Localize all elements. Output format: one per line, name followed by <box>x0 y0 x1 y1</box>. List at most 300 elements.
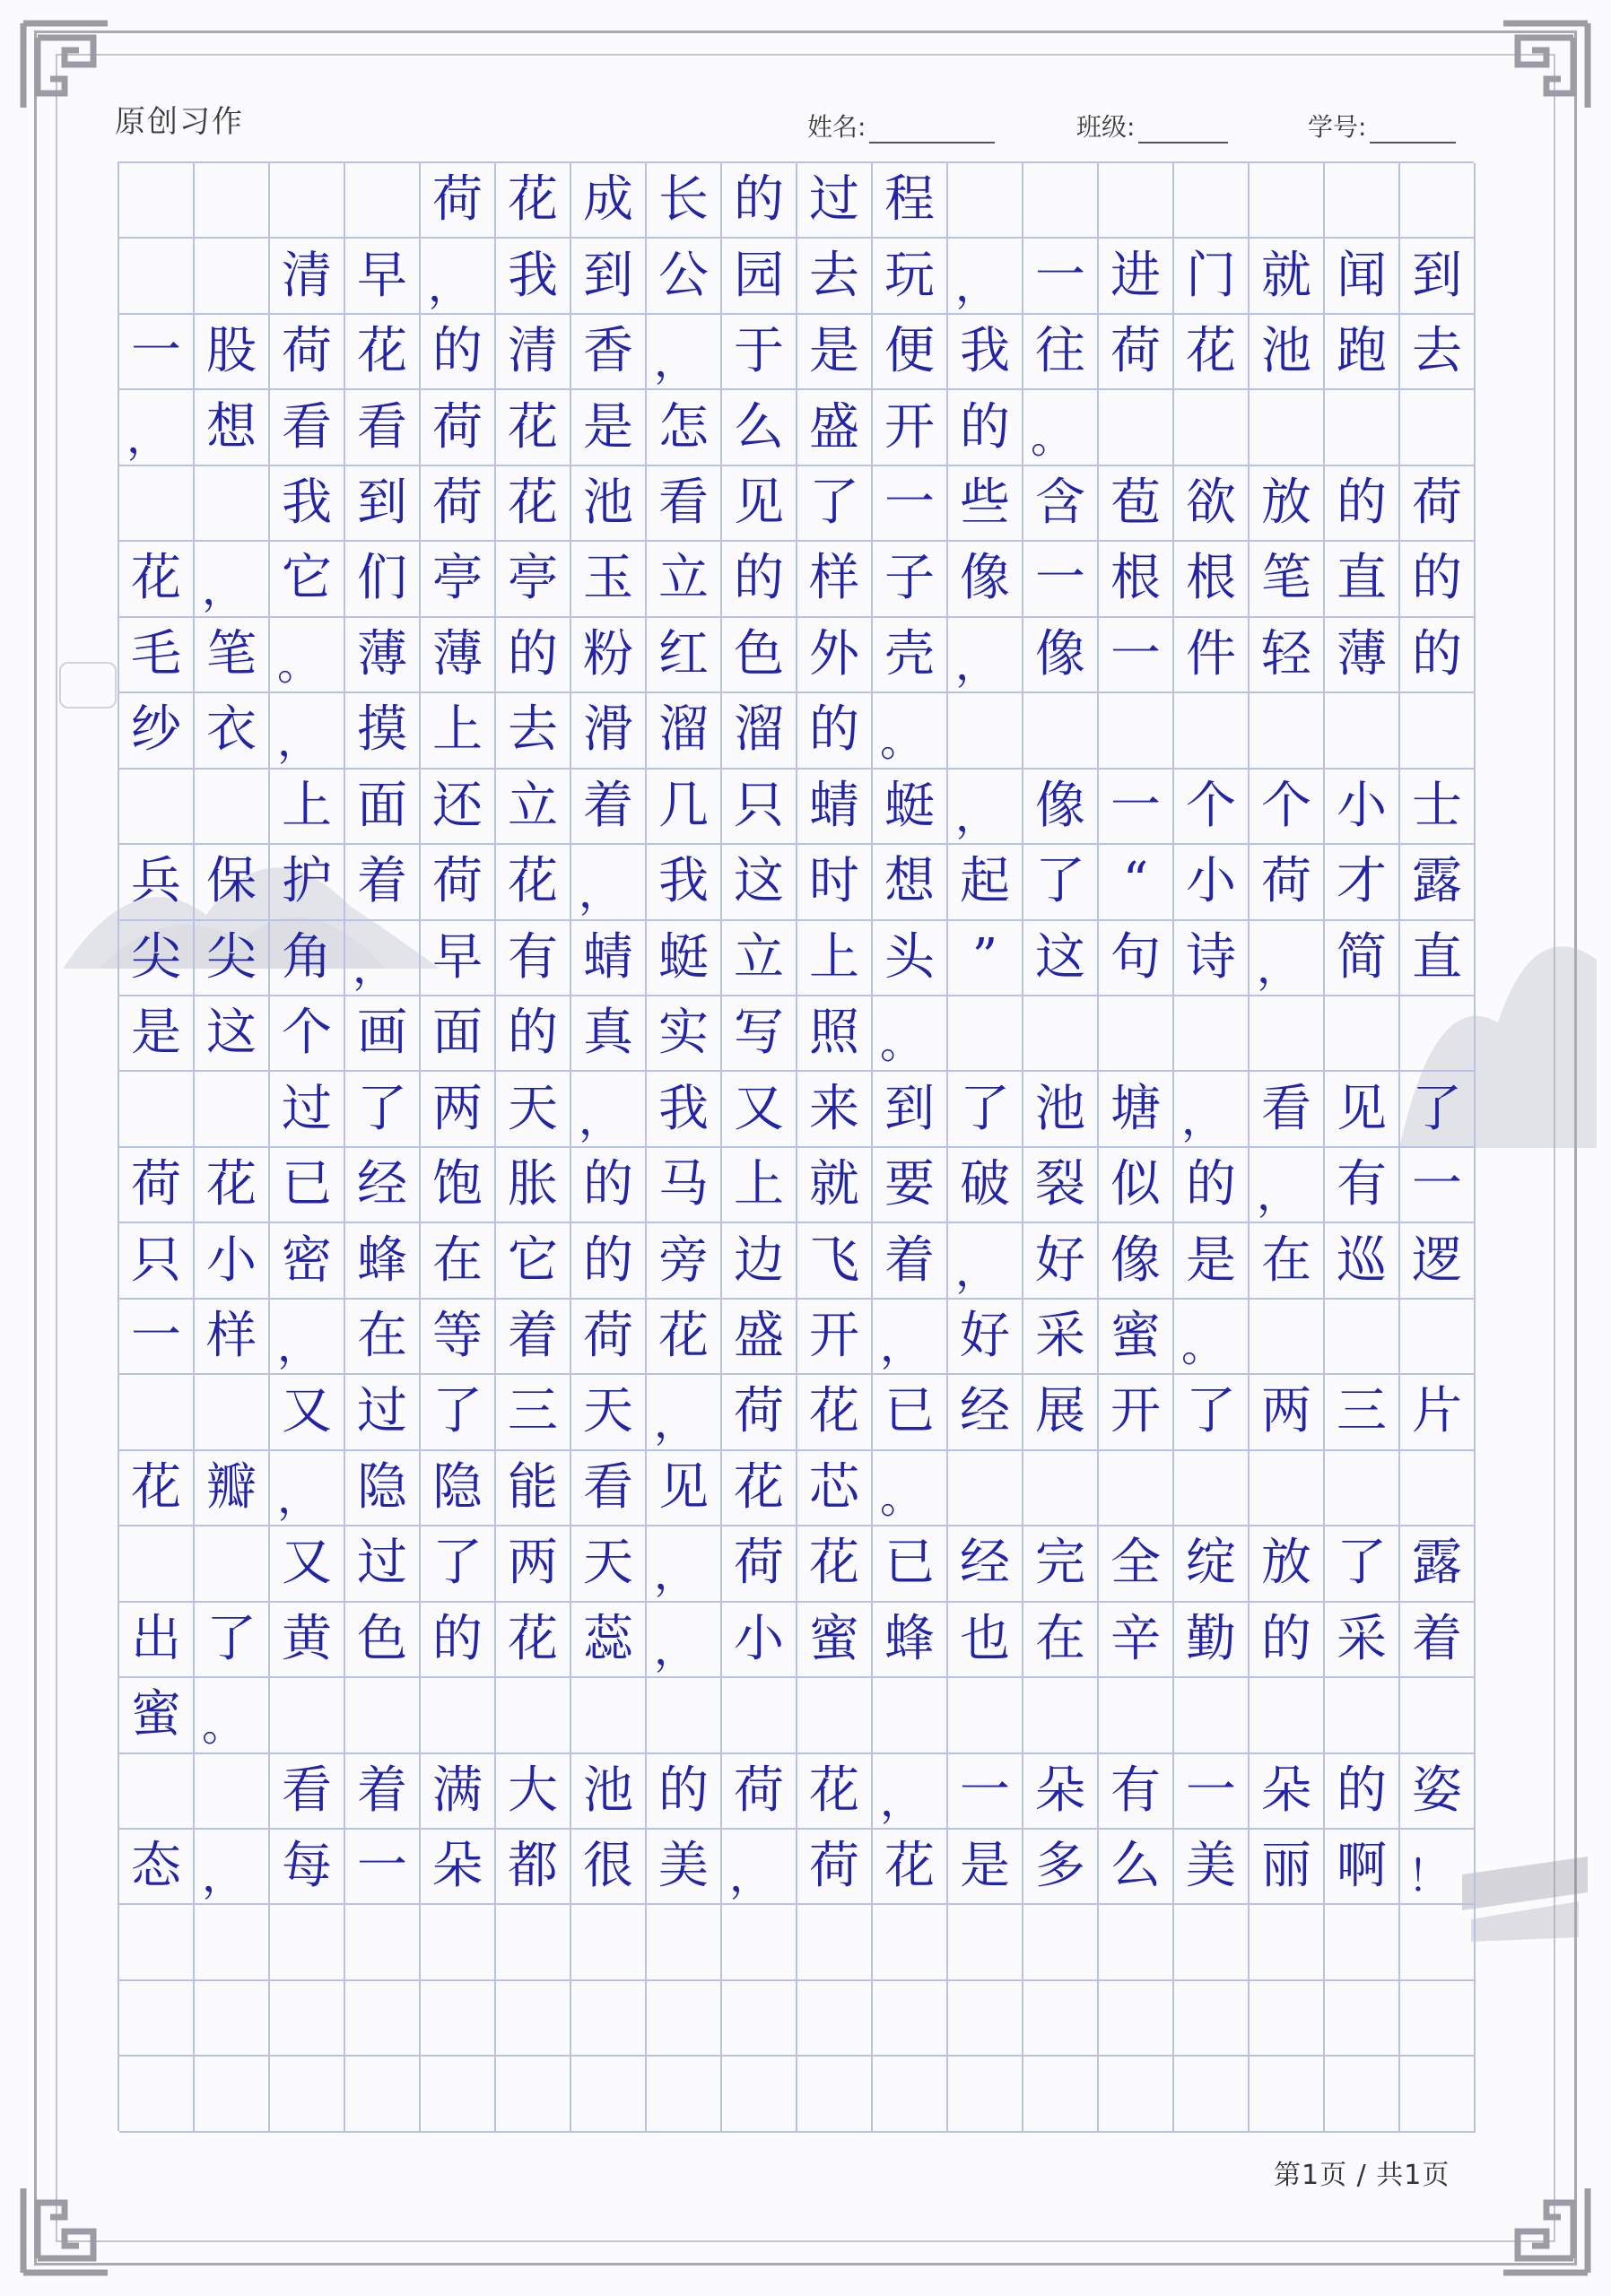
grid-cell: 。 <box>873 1451 948 1526</box>
grid-cell: 是 <box>948 1830 1023 1905</box>
grid-cell: 子 <box>873 542 948 617</box>
grid-cell: 到 <box>345 466 421 542</box>
grid-cell: 都 <box>496 1830 571 1905</box>
grid-cell <box>270 1678 345 1753</box>
grid-cell <box>1250 390 1325 465</box>
grid-cell <box>948 1981 1023 2057</box>
grid-cell: 花 <box>496 466 571 542</box>
grid-cell <box>270 2057 345 2132</box>
grid-cell: 破 <box>948 1148 1023 1223</box>
grid-cell: 立 <box>722 921 797 996</box>
grid-cell: 上 <box>797 921 873 996</box>
grid-cell <box>571 1981 647 2057</box>
grid-cell: 直 <box>1400 921 1476 996</box>
grid-cell: 了 <box>1325 1526 1400 1602</box>
grid-cell: 是 <box>571 390 647 465</box>
grid-cell: 已 <box>873 1526 948 1602</box>
grid-cell <box>873 1678 948 1753</box>
grid-cell: 像 <box>1023 770 1099 845</box>
grid-cell: 些 <box>948 466 1023 542</box>
grid-cell: 着 <box>571 770 647 845</box>
grid-cell <box>571 1678 647 1753</box>
grid-cell: 的 <box>1174 1148 1250 1223</box>
grid-cell: 这 <box>1023 921 1099 996</box>
grid-cell <box>1400 1905 1476 1980</box>
grid-cell <box>195 1981 270 2057</box>
grid-cell <box>195 466 270 542</box>
grid-cell <box>421 1981 496 2057</box>
grid-cell: 荷 <box>722 1375 797 1450</box>
grid-cell: 我 <box>948 315 1023 390</box>
grid-cell <box>1174 996 1250 1072</box>
grid-cell <box>571 2057 647 2132</box>
grid-cell: 开 <box>797 1300 873 1375</box>
grid-cell <box>195 2057 270 2132</box>
grid-cell <box>1174 2057 1250 2132</box>
grid-cell <box>119 770 195 845</box>
grid-cell: 了 <box>948 1072 1023 1147</box>
binding-tab <box>59 662 117 709</box>
grid-cell: 啊 <box>1325 1830 1400 1905</box>
grid-cell: 露 <box>1400 1526 1476 1602</box>
grid-cell: 看 <box>571 1451 647 1526</box>
grid-cell: 经 <box>345 1148 421 1223</box>
grid-cell: 花 <box>496 845 571 920</box>
grid-cell: 门 <box>1174 239 1250 314</box>
grid-cell: 照 <box>797 996 873 1072</box>
grid-cell <box>345 1981 421 2057</box>
grid-cell <box>1174 1678 1250 1753</box>
grid-cell <box>1099 996 1174 1072</box>
grid-cell: 等 <box>421 1300 496 1375</box>
grid-cell: 还 <box>421 770 496 845</box>
grid-cell <box>1174 163 1250 239</box>
name-label: 姓名: <box>807 112 866 142</box>
grid-cell <box>345 2057 421 2132</box>
grid-cell <box>270 1905 345 1980</box>
grid-cell: 黄 <box>270 1603 345 1678</box>
corner-ornament-icon <box>16 16 115 115</box>
grid-cell <box>948 2057 1023 2132</box>
grid-cell: 两 <box>421 1072 496 1147</box>
grid-cell: 开 <box>1099 1375 1174 1450</box>
grid-cell: ， <box>647 1526 722 1602</box>
grid-cell: 写 <box>722 996 797 1072</box>
grid-cell: 。 <box>195 1678 270 1753</box>
grid-cell: ， <box>195 542 270 617</box>
grid-cell <box>1099 2057 1174 2132</box>
grid-cell: 隐 <box>421 1451 496 1526</box>
grid-cell: 有 <box>1325 1148 1400 1223</box>
grid-cell: 玉 <box>571 542 647 617</box>
grid-cell: 蜜 <box>797 1603 873 1678</box>
grid-cell: 股 <box>195 315 270 390</box>
grid-cell: 就 <box>797 1148 873 1223</box>
grid-cell: 花 <box>496 1603 571 1678</box>
grid-cell: 色 <box>722 618 797 693</box>
grid-cell: 了 <box>345 1072 421 1147</box>
grid-cell: 看 <box>270 390 345 465</box>
grid-cell: 面 <box>421 996 496 1072</box>
grid-cell: 的 <box>722 542 797 617</box>
grid-cell: 含 <box>1023 466 1099 542</box>
grid-cell <box>1174 1981 1250 2057</box>
grid-cell <box>1325 1981 1400 2057</box>
grid-cell <box>1325 390 1400 465</box>
grid-cell: 蜂 <box>873 1603 948 1678</box>
grid-cell: 花 <box>1174 315 1250 390</box>
grid-cell <box>1099 1905 1174 1980</box>
grid-cell: 是 <box>1174 1223 1250 1299</box>
grid-cell: 荷 <box>421 845 496 920</box>
grid-cell: 边 <box>722 1223 797 1299</box>
grid-cell <box>195 1754 270 1830</box>
grid-cell: 好 <box>948 1300 1023 1375</box>
grid-cell <box>1099 390 1174 465</box>
grid-cell <box>647 1905 722 1980</box>
grid-cell <box>119 466 195 542</box>
grid-cell: 天 <box>571 1526 647 1602</box>
grid-cell: 好 <box>1023 1223 1099 1299</box>
grid-cell: 的 <box>948 390 1023 465</box>
grid-cell: 的 <box>647 1754 722 1830</box>
grid-cell <box>1250 1905 1325 1980</box>
grid-cell: 盛 <box>722 1300 797 1375</box>
grid-cell <box>119 2057 195 2132</box>
grid-cell: 成 <box>571 163 647 239</box>
grid-cell <box>195 1526 270 1602</box>
grid-cell: 清 <box>496 315 571 390</box>
grid-cell: 尖 <box>119 921 195 996</box>
grid-cell: 完 <box>1023 1526 1099 1602</box>
grid-cell: 有 <box>1099 1754 1174 1830</box>
grid-cell: 能 <box>496 1451 571 1526</box>
grid-cell: 去 <box>1400 315 1476 390</box>
grid-cell: 的 <box>571 1223 647 1299</box>
grid-cell: 我 <box>647 1072 722 1147</box>
grid-cell: 纱 <box>119 693 195 769</box>
grid-cell: 笔 <box>1250 542 1325 617</box>
grid-cell: ， <box>722 1830 797 1905</box>
grid-cell <box>119 1905 195 1980</box>
grid-cell: ， <box>270 1451 345 1526</box>
grid-cell: 荷 <box>1400 466 1476 542</box>
grid-cell: ， <box>1250 921 1325 996</box>
grid-cell: 一 <box>873 466 948 542</box>
grid-cell <box>1400 1678 1476 1753</box>
grid-cell <box>1174 693 1250 769</box>
grid-cell: 花 <box>797 1526 873 1602</box>
grid-cell <box>195 239 270 314</box>
grid-cell: 头 <box>873 921 948 996</box>
grid-cell: 过 <box>797 163 873 239</box>
grid-cell <box>421 1905 496 1980</box>
grid-cell: 花 <box>647 1300 722 1375</box>
grid-cell: 我 <box>270 466 345 542</box>
grid-cell: 我 <box>496 239 571 314</box>
grid-cell <box>1099 693 1174 769</box>
grid-cell: 过 <box>270 1072 345 1147</box>
page-title: 原创习作 <box>115 104 244 140</box>
grid-cell: 是 <box>119 996 195 1072</box>
grid-cell <box>1250 1300 1325 1375</box>
grid-cell: ， <box>873 1300 948 1375</box>
grid-cell: ， <box>873 1754 948 1830</box>
grid-cell: 池 <box>1250 315 1325 390</box>
grid-cell: 想 <box>873 845 948 920</box>
class-field <box>1076 108 1228 144</box>
grid-cell: 荷 <box>421 390 496 465</box>
grid-cell: 逻 <box>1400 1223 1476 1299</box>
grid-cell: 才 <box>1325 845 1400 920</box>
grid-cell: 两 <box>496 1526 571 1602</box>
grid-cell <box>270 1981 345 2057</box>
grid-cell: 们 <box>345 542 421 617</box>
grid-cell: 展 <box>1023 1375 1099 1450</box>
grid-cell: ， <box>647 1603 722 1678</box>
grid-cell: 了 <box>797 466 873 542</box>
grid-cell: 隐 <box>345 1451 421 1526</box>
grid-cell: 一 <box>345 1830 421 1905</box>
grid-cell: 有 <box>496 921 571 996</box>
grid-cell: ， <box>948 770 1023 845</box>
grid-cell: ！ <box>1400 1830 1476 1905</box>
grid-cell: 看 <box>270 1754 345 1830</box>
grid-cell <box>1023 1451 1099 1526</box>
grid-cell <box>119 239 195 314</box>
grid-cell <box>1400 163 1476 239</box>
grid-cell <box>1023 163 1099 239</box>
grid-cell: 到 <box>873 1072 948 1147</box>
grid-cell: 似 <box>1099 1148 1174 1223</box>
grid-cell: 花 <box>195 1148 270 1223</box>
student-id-blank <box>1370 109 1456 144</box>
grid-cell: 一 <box>119 315 195 390</box>
name-field <box>807 108 995 144</box>
grid-cell: 荷 <box>119 1148 195 1223</box>
grid-cell: ， <box>647 1375 722 1450</box>
grid-cell: 看 <box>647 466 722 542</box>
grid-cell: 怎 <box>647 390 722 465</box>
grid-cell: 了 <box>1023 845 1099 920</box>
grid-cell: 荷 <box>571 1300 647 1375</box>
grid-cell <box>1023 1905 1099 1980</box>
grid-cell: 花 <box>119 542 195 617</box>
grid-cell: 荷 <box>1250 845 1325 920</box>
grid-cell: 是 <box>797 315 873 390</box>
grid-cell: 早 <box>345 239 421 314</box>
grid-cell: 了 <box>195 1603 270 1678</box>
grid-cell <box>948 693 1023 769</box>
grid-cell <box>119 1072 195 1147</box>
grid-cell: 胀 <box>496 1148 571 1223</box>
grid-cell: 花 <box>496 390 571 465</box>
grid-cell <box>1325 2057 1400 2132</box>
grid-cell: 的 <box>722 163 797 239</box>
grid-cell <box>270 163 345 239</box>
grid-cell <box>496 1678 571 1753</box>
grid-cell <box>1400 390 1476 465</box>
grid-cell <box>496 2057 571 2132</box>
grid-cell: 士 <box>1400 770 1476 845</box>
grid-cell: 又 <box>270 1526 345 1602</box>
grid-cell <box>647 1678 722 1753</box>
grid-cell <box>119 1754 195 1830</box>
grid-cell: 进 <box>1099 239 1174 314</box>
grid-cell: 红 <box>647 618 722 693</box>
grid-cell: 薄 <box>345 618 421 693</box>
grid-cell: 密 <box>270 1223 345 1299</box>
grid-cell: 多 <box>1023 1830 1099 1905</box>
grid-cell: ， <box>1174 1072 1250 1147</box>
grid-cell: 过 <box>345 1375 421 1450</box>
grid-cell: 花 <box>873 1830 948 1905</box>
grid-cell: 一 <box>948 1754 1023 1830</box>
grid-cell: 薄 <box>1325 618 1400 693</box>
grid-cell <box>421 1678 496 1753</box>
grid-cell: 句 <box>1099 921 1174 996</box>
grid-cell: 件 <box>1174 618 1250 693</box>
grid-cell: 毛 <box>119 618 195 693</box>
grid-cell: 蕊 <box>571 1603 647 1678</box>
grid-cell: 经 <box>948 1526 1023 1602</box>
grid-cell: 小 <box>195 1223 270 1299</box>
grid-cell: 着 <box>345 845 421 920</box>
grid-cell: 。 <box>873 996 948 1072</box>
grid-cell: 粉 <box>571 618 647 693</box>
grid-cell: 它 <box>496 1223 571 1299</box>
grid-cell: 尖 <box>195 921 270 996</box>
grid-cell <box>1174 1905 1250 1980</box>
grid-cell <box>195 1072 270 1147</box>
grid-cell: 外 <box>797 618 873 693</box>
grid-cell: 几 <box>647 770 722 845</box>
grid-cell <box>1325 1300 1400 1375</box>
grid-cell: ， <box>270 693 345 769</box>
grid-cell <box>119 1375 195 1450</box>
grid-cell <box>873 1905 948 1980</box>
grid-cell <box>1400 1981 1476 2057</box>
grid-cell: 已 <box>873 1375 948 1450</box>
grid-cell: 已 <box>270 1148 345 1223</box>
grid-cell <box>571 1905 647 1980</box>
grid-cell <box>1099 1451 1174 1526</box>
grid-cell: 露 <box>1400 845 1476 920</box>
grid-cell <box>948 163 1023 239</box>
grid-cell <box>1400 2057 1476 2132</box>
student-id-label: 学号: <box>1308 112 1367 142</box>
grid-cell: 丽 <box>1250 1830 1325 1905</box>
grid-cell: 跑 <box>1325 315 1400 390</box>
grid-cell: 又 <box>722 1072 797 1147</box>
grid-cell: 。 <box>1023 390 1099 465</box>
grid-cell: 全 <box>1099 1526 1174 1602</box>
grid-cell: 香 <box>571 315 647 390</box>
grid-cell: 。 <box>1174 1300 1250 1375</box>
grid-cell: 亭 <box>496 542 571 617</box>
grid-cell: 朵 <box>1023 1754 1099 1830</box>
grid-cell: 的 <box>421 1603 496 1678</box>
grid-cell: ” <box>948 921 1023 996</box>
grid-cell: 的 <box>1250 1603 1325 1678</box>
grid-cell: 见 <box>647 1451 722 1526</box>
grid-cell <box>948 1451 1023 1526</box>
grid-cell: 蜓 <box>873 770 948 845</box>
grid-cell: 个 <box>270 996 345 1072</box>
grid-cell: 的 <box>1400 618 1476 693</box>
grid-cell: 蜻 <box>797 770 873 845</box>
page-indicator: 第1页 / 共1页 <box>1274 2160 1450 2191</box>
grid-cell: 笔 <box>195 618 270 693</box>
grid-cell: 在 <box>345 1300 421 1375</box>
grid-cell: 旁 <box>647 1223 722 1299</box>
grid-cell: 了 <box>1400 1072 1476 1147</box>
grid-cell: 荷 <box>1099 315 1174 390</box>
grid-cell <box>1023 693 1099 769</box>
grid-cell: 的 <box>421 315 496 390</box>
grid-cell: ， <box>1250 1148 1325 1223</box>
grid-cell: 一 <box>119 1300 195 1375</box>
grid-cell: 天 <box>571 1375 647 1450</box>
grid-cell: ， <box>195 1830 270 1905</box>
grid-cell <box>722 1981 797 2057</box>
grid-cell: 到 <box>1400 239 1476 314</box>
grid-cell: 清 <box>270 239 345 314</box>
grid-cell: 蜜 <box>1099 1300 1174 1375</box>
grid-cell: 去 <box>797 239 873 314</box>
grid-cell: 美 <box>647 1830 722 1905</box>
grid-cell: 了 <box>421 1526 496 1602</box>
grid-cell <box>1023 1981 1099 2057</box>
grid-cell: 朵 <box>421 1830 496 1905</box>
grid-cell: 只 <box>119 1223 195 1299</box>
grid-cell: 到 <box>571 239 647 314</box>
grid-cell: 态 <box>119 1830 195 1905</box>
grid-cell <box>1174 1451 1250 1526</box>
grid-cell: 立 <box>496 770 571 845</box>
grid-cell <box>873 2057 948 2132</box>
grid-cell <box>797 2057 873 2132</box>
grid-cell: 早 <box>421 921 496 996</box>
class-label: 班级: <box>1076 112 1136 142</box>
grid-cell <box>1023 1678 1099 1753</box>
grid-cell: 花 <box>797 1375 873 1450</box>
class-blank <box>1138 109 1228 144</box>
grid-cell: 大 <box>496 1754 571 1830</box>
grid-cell: “ <box>1099 845 1174 920</box>
grid-cell: 小 <box>722 1603 797 1678</box>
grid-cell: 像 <box>1023 618 1099 693</box>
grid-cell <box>496 1981 571 2057</box>
grid-cell: 去 <box>496 693 571 769</box>
grid-cell: 我 <box>647 845 722 920</box>
grid-cell: 巡 <box>1325 1223 1400 1299</box>
grid-cell: 美 <box>1174 1830 1250 1905</box>
grid-cell: 花 <box>496 163 571 239</box>
grid-cell: 根 <box>1099 542 1174 617</box>
grid-cell: 长 <box>647 163 722 239</box>
grid-cell: 放 <box>1250 466 1325 542</box>
corner-ornament-icon <box>1496 16 1595 115</box>
grid-cell: 程 <box>873 163 948 239</box>
grid-cell: 根 <box>1174 542 1250 617</box>
grid-cell: ， <box>571 845 647 920</box>
grid-cell: 了 <box>1174 1375 1250 1450</box>
grid-cell: 飞 <box>797 1223 873 1299</box>
name-blank <box>869 109 995 144</box>
grid-cell: 的 <box>496 996 571 1072</box>
grid-cell <box>948 996 1023 1072</box>
